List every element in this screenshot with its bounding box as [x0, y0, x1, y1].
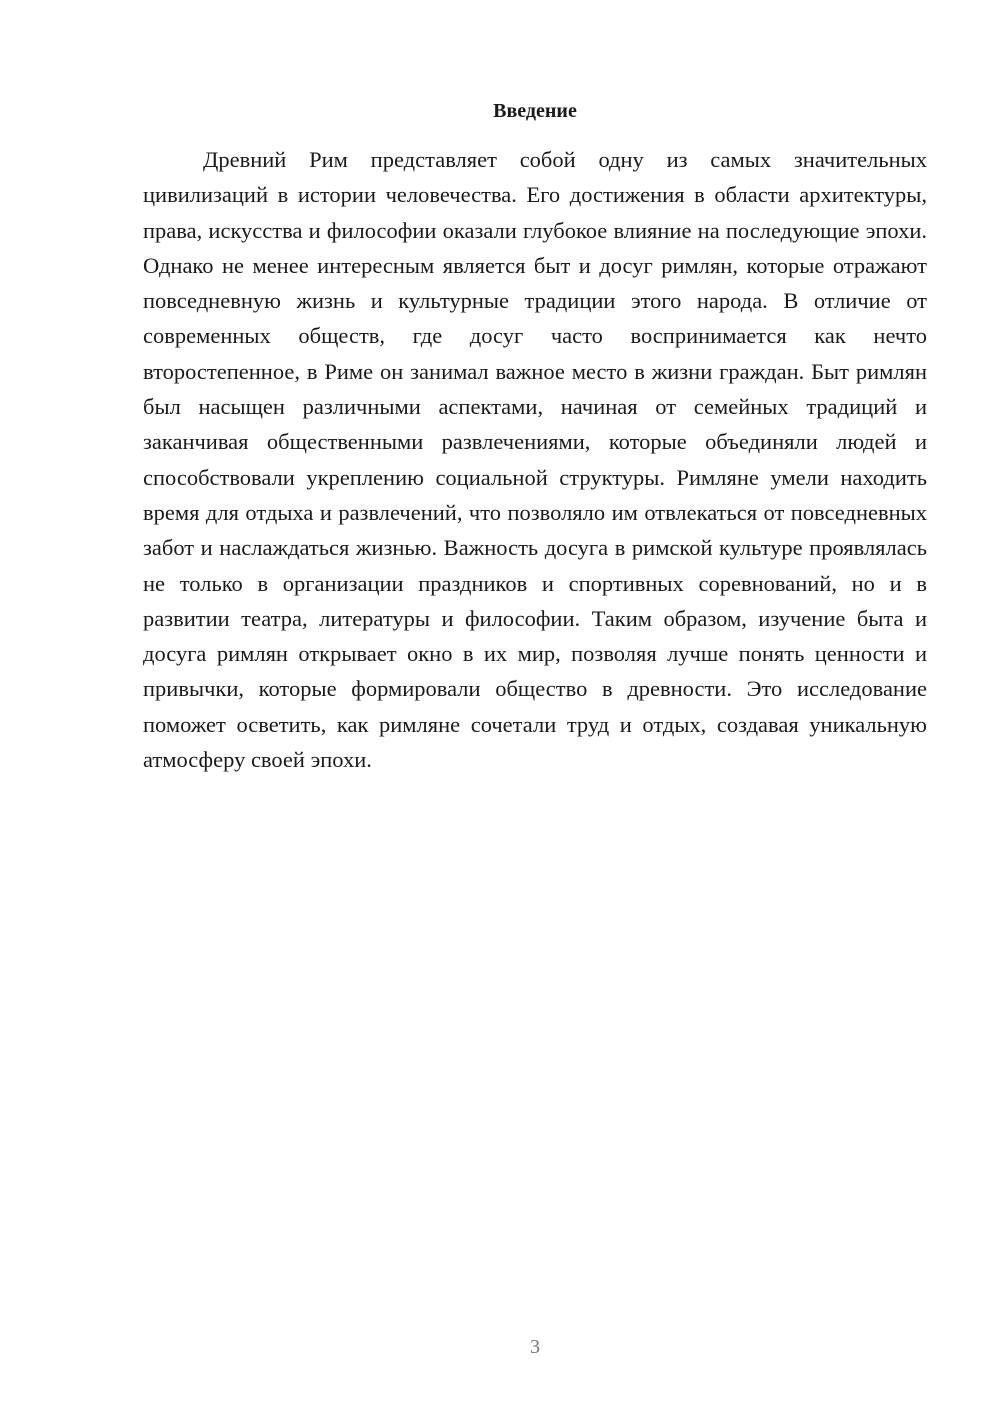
section-heading: Введение: [493, 100, 577, 122]
page-number: 3: [530, 1336, 540, 1358]
body-paragraph: Древний Рим представляет собой одну из самых значительных цивилизаций в истории человечества. Его достижения в области архитектуры, права, искусства и философии оказали глубокое влияние на последующие эпохи. Однако не менее интересным является быт и досуг римлян, которые отражают повседневную жизнь и культурные традиции этого народа. В отличие от современных обществ, где досуг часто воспринимается как нечто второстепенное, в Риме он занимал важное место в жизни граждан. Быт римлян был насыщен различными аспектами, начиная от семейных традиций и заканчивая общественными развлечениями, которые объединяли людей и способствовали укреплению социальной структуры. Римляне умели находить время для отдыха и развлечений, что позволяло им отвлекаться от повседневных забот и наслаждаться жизнью. Важность досуга в римской культуре проявлялась не только в организации праздников и спортивных соревнований, но и в развитии театра, литературы и философии. Таким образом, изучение быта и досуга римлян открывает окно в их мир, позволяя лучше понять ценности и привычки, которые формировали общество в древности. Это исследование поможет осветить, как римляне сочетали труд и отдых, создавая уникальную атмосферу своей эпохи.: [143, 147, 927, 773]
